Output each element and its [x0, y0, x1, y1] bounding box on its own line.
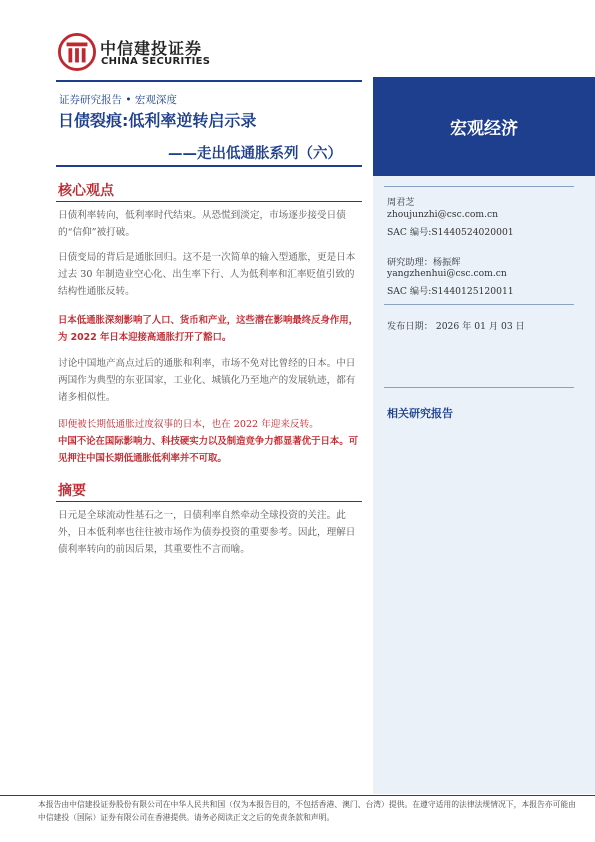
- report-subtitle: ——走出低通胀系列（六）: [168, 146, 342, 162]
- header-divider: [56, 80, 362, 82]
- analyst1-email[interactable]: zhoujunzhi@csc.com.cn: [387, 209, 499, 220]
- sidebar-divider: [384, 387, 574, 388]
- core-point-red: 即便被长期低通胀过度叙事的日本，也在 2022 年迎来反转。: [58, 419, 319, 430]
- analyst2-name: 研究助理：杨振辉: [387, 257, 461, 268]
- summary-text: 日元是全球流动性基石之一，日债利率自然牵动全球投资的关注。此外，日本低利率也往往被市场作为债券投资的重要参考。因此，理解日债利率转向的前因后果，其重要性不言而喻。: [58, 510, 356, 555]
- report-type: 证券研究报告 • 宏观深度: [59, 94, 177, 106]
- brand-name-cn: 中信建投证券: [100, 39, 203, 58]
- analyst2-sac: SAC 编号:S1440125120011: [387, 286, 514, 297]
- core-point: 日债利率转向，低利率时代结束。从恐慌到淡定，市场逐步接受日债的“信仰”被打破。: [58, 210, 346, 238]
- section-divider: [56, 201, 362, 202]
- related-reports-heading: 相关研究报告: [387, 407, 453, 420]
- sidebar-divider: [384, 304, 574, 305]
- core-point: 讨论中国地产高点过后的通胀和利率，市场不免对比曾经的日本。中日两国作为典型的东亚国家，工业化、城镇化乃至地产的发展轨迹，都有诸多相似性。: [58, 358, 356, 403]
- category-banner: [373, 77, 595, 176]
- analyst1-name: 周君芝: [387, 197, 415, 208]
- analyst1-sac: SAC 编号:S1440524020001: [387, 227, 514, 238]
- core-point: 日债变局的背后是通胀回归。这不是一次简单的输入型通胀，更是日本过去 30 年制造业空心化、出生率下行、人为低利率和汇率贬值引致的结构性通胀反转。: [58, 252, 356, 297]
- company-logo-icon: [58, 33, 96, 71]
- brand-name-en: CHINA SECURITIES: [101, 56, 211, 67]
- footer-divider: [0, 795, 595, 796]
- publish-date: 发布日期： 2026 年 01 月 03 日: [387, 321, 525, 332]
- core-point-conclusion: 中国不论在国际影响力、科技硬实力以及制造竞争力都显著优于日本。可见押注中国长期低通胀低利率并不可取。: [58, 436, 359, 464]
- summary-title: 摘要: [58, 483, 86, 499]
- section-divider: [56, 501, 362, 502]
- report-title: 日债裂痕:低利率逆转启示录: [58, 111, 257, 130]
- category-label: 宏观经济: [450, 119, 518, 139]
- sidebar-divider: [384, 186, 574, 187]
- analyst2-email[interactable]: yangzhenhui@csc.com.cn: [387, 268, 507, 279]
- disclaimer: 本报告由中信建投证券股份有限公司在中华人民共和国（仅为本报告目的，不包括香港、澳门、台湾）提供。在遵守适用的法律法规情况下，本报告亦可能由中信建投（国际）证券有限公司在香港提供。请务必阅读正文之后的免责条款和声明。: [38, 800, 576, 822]
- title-divider: [56, 165, 362, 167]
- core-point-emphasis: 日本低通胀深刻影响了人口、货币和产业，这些潜在影响最终反身作用，为 2022 年日本迎接高通胀打开了豁口。: [58, 315, 359, 343]
- core-points-title: 核心观点: [58, 183, 114, 199]
